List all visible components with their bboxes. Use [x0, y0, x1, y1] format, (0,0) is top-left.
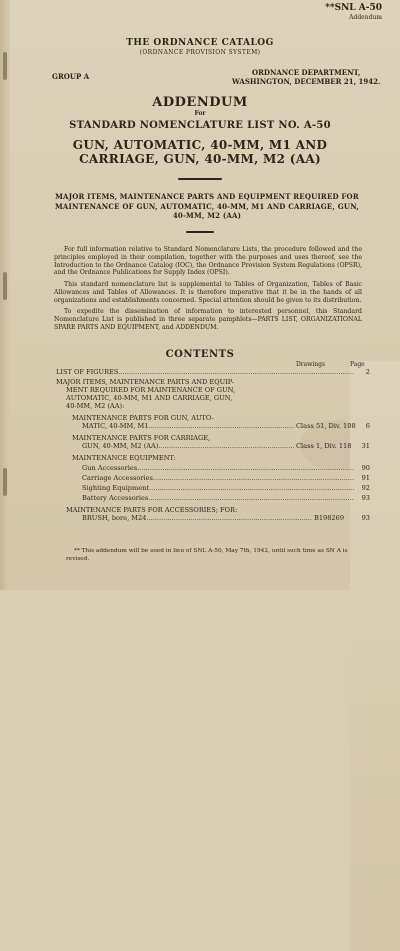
- toc-entry-label: Battery Accessories: [82, 494, 149, 502]
- toc-entry-gun-accessories: [82, 464, 370, 472]
- toc-major-line1: MAJOR ITEMS, MAINTENANCE PARTS AND EQUIP-: [56, 378, 235, 386]
- toc-page-number: 6: [365, 422, 370, 430]
- leader-dots: [118, 368, 354, 376]
- addendum-heading: ADDENDUM: [152, 95, 248, 110]
- toc-carriage-line1: MAINTENANCE PARTS FOR CARRIAGE,: [72, 434, 211, 442]
- toc-drawing-ref: B198269: [314, 514, 345, 522]
- toc-entry-label: GUN, 40-MM, M2 (AA): [82, 442, 159, 450]
- toc-drawing-ref: Class 1, Div. 118: [296, 442, 352, 450]
- major-heading-line3: 40-MM, M2 (AA): [172, 211, 242, 221]
- leader-dots: [146, 514, 312, 522]
- leader-dots: [137, 464, 354, 472]
- department-name: ORDNANCE DEPARTMENT,: [251, 68, 361, 77]
- toc-drawing-ref: Class 51, Div. 108: [296, 422, 356, 430]
- list-title: STANDARD NOMENCLATURE LIST NO. A-50: [69, 120, 331, 131]
- toc-entry-gun-parts: [82, 422, 370, 430]
- major-heading-line2: MAINTENANCE OF GUN, AUTOMATIC, 40-MM, M1 AND CARRIAGE, GUN,: [54, 201, 360, 211]
- toc-page-number: 90: [361, 464, 370, 472]
- toc-entry-battery-accessories: [82, 494, 370, 502]
- toc-entry-carriage-accessories: [82, 474, 370, 482]
- snl-subtitle: Addendum: [349, 14, 382, 21]
- leader-dots: [158, 442, 294, 450]
- toc-entry-label: BRUSH, bore, M24: [82, 514, 147, 522]
- major-items-heading: [54, 192, 360, 221]
- drawings-column-header: Drawings: [296, 361, 326, 368]
- toc-page-number: 93: [361, 494, 370, 502]
- toc-page-number: 92: [361, 484, 370, 492]
- toc-entry-label: Gun Accessories: [82, 464, 138, 472]
- catalog-subtitle: (ORDNANCE PROVISION SYSTEM): [139, 49, 261, 56]
- toc-major-items: [56, 378, 235, 410]
- binding-hole: [3, 468, 7, 496]
- toc-page-number: 31: [361, 442, 370, 450]
- department-block: [232, 68, 380, 86]
- toc-page-number: 91: [361, 474, 370, 482]
- binding-hole: [3, 52, 7, 80]
- leader-dots: [148, 494, 354, 502]
- toc-entry-label: LIST OF FIGURES: [56, 368, 119, 376]
- footnote: ** This addendum will be used in lieu of SNL A-50, May 7th, 1942, until such time as SN A is revised.: [66, 548, 348, 562]
- ornament-rule: [178, 178, 222, 180]
- binding-hole: [3, 272, 7, 300]
- snl-number: **SNL A-50: [325, 3, 382, 13]
- page-column-header: Page: [350, 361, 400, 951]
- contents-heading: CONTENTS: [165, 349, 235, 360]
- toc-entry-brush-bore: [82, 514, 370, 522]
- department-date: WASHINGTON, DECEMBER 21, 1942.: [232, 77, 381, 86]
- group-label: GROUP A: [52, 72, 90, 81]
- leader-dots: [149, 484, 354, 492]
- toc-major-line4: 40-MM, M2 (AA):: [66, 402, 125, 410]
- toc-gun-parts-line1: MAINTENANCE PARTS FOR GUN, AUTO-: [72, 414, 214, 422]
- gun-title-line1: GUN, AUTOMATIC, 40-MM, M1 AND: [72, 138, 328, 152]
- catalog-title: THE ORDNANCE CATALOG: [126, 38, 274, 48]
- toc-accessories-line1: MAINTENANCE PARTS FOR ACCESSORIES; FOR:: [66, 506, 238, 514]
- gun-title-line2: CARRIAGE, GUN, 40-MM, M2 (AA): [79, 152, 321, 166]
- toc-entry-label: MATIC, 40-MM, M1: [82, 422, 149, 430]
- toc-major-line3: AUTOMATIC, 40-MM, M1 AND CARRIAGE, GUN,: [66, 394, 233, 402]
- for-label: For: [194, 110, 206, 117]
- toc-page-number: 93: [361, 514, 370, 522]
- toc-entry-sighting-equipment: [82, 484, 370, 492]
- toc-entry-label: Sighting Equipment: [82, 484, 150, 492]
- toc-entry-list-of-figures: [56, 368, 370, 376]
- toc-entry-carriage-parts: [82, 442, 370, 450]
- toc-entry-label: Carriage Accessories: [82, 474, 153, 482]
- toc-major-line2: MENT REQUIRED FOR MAINTENANCE OF GUN,: [66, 386, 236, 394]
- toc-equipment-heading: MAINTENANCE EQUIPMENT:: [72, 454, 176, 462]
- major-heading-line1: MAJOR ITEMS, MAINTENANCE PARTS AND EQUIPMENT REQUIRED FOR: [55, 192, 359, 201]
- toc-page-number: 2: [365, 368, 370, 376]
- ornament-rule: [186, 231, 214, 233]
- leader-dots: [148, 422, 294, 430]
- leader-dots: [153, 474, 354, 482]
- intro-paragraph: For full information relative to Standard Nomenclature Lists, the procedure followed and the principles employed in their compilation, together with the purposes and uses thereof, see the Introduction to the Ordnance Catalog (IOC), the Ordnance Provision System Regulations (OPSR), and the Ordnance Publications for Supply Index (OPSI).: [54, 246, 362, 277]
- snl-code: [325, 3, 382, 23]
- dissemination-paragraph: To expedite the dissemination of information to interested personnel, this Standard Nomenclature List is published in three separate pamphlets—PARTS LIST, ORGANIZATIONAL SPARE PARTS AND EQUIPMENT, and ADDENDUM.: [54, 308, 362, 331]
- supplement-paragraph: This standard nomenclature list is supplemental to Tables of Organization, Tables of Basic Allowances and Tables of Allowances. It is therefore imperative that it be in the hands of all organizations and establishments concerned. Special attention should be given to its distribution.: [54, 281, 362, 304]
